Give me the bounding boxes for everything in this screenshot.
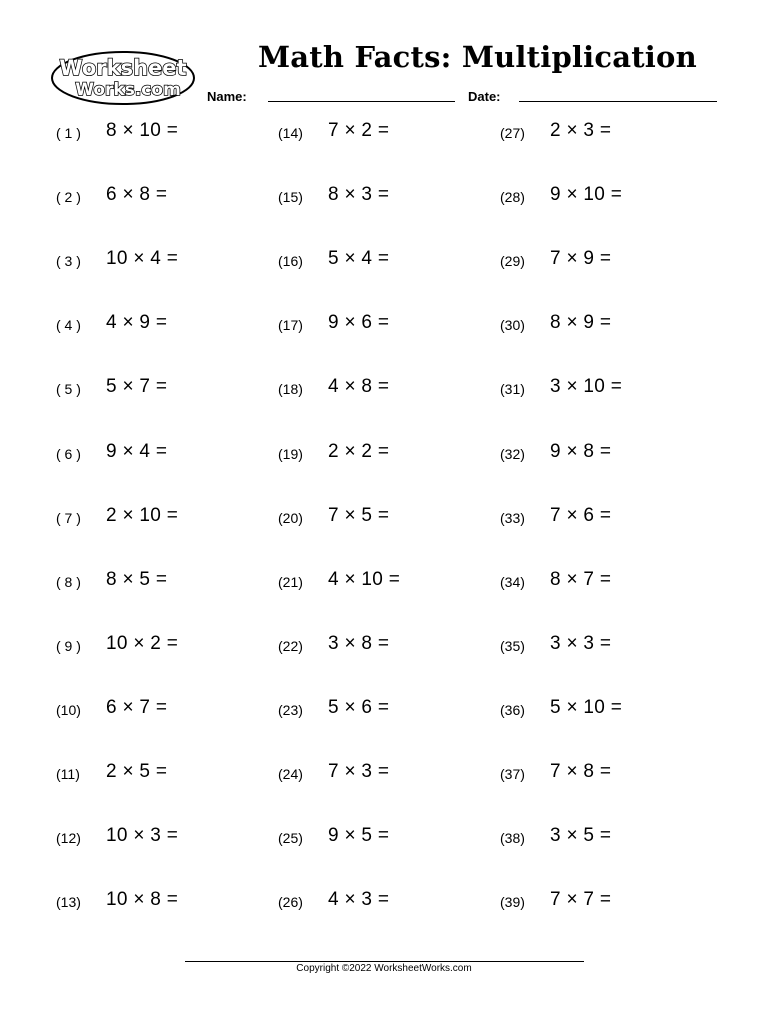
problem-expression: 7 × 2 = <box>328 120 390 141</box>
problem-number: (30) <box>500 317 525 333</box>
problem-number: (17) <box>278 317 303 333</box>
problem-number: (34) <box>500 574 525 590</box>
problem-number: ( 5 ) <box>56 381 81 397</box>
problem-number: (21) <box>278 574 303 590</box>
problem-expression: 8 × 3 = <box>328 184 390 205</box>
problem-expression: 10 × 2 = <box>106 633 179 654</box>
problem-expression: 7 × 6 = <box>550 505 612 526</box>
problem-number: ( 2 ) <box>56 189 81 205</box>
problem-number: (33) <box>500 510 525 526</box>
problem-number: (20) <box>278 510 303 526</box>
footer-divider <box>185 961 584 962</box>
problem-expression: 7 × 8 = <box>550 761 612 782</box>
problem-number: (12) <box>56 830 81 846</box>
problem-expression: 3 × 8 = <box>328 633 390 654</box>
name-label: Name: <box>207 89 247 104</box>
problem-number: ( 9 ) <box>56 638 81 654</box>
problem-number: ( 8 ) <box>56 574 81 590</box>
problem-number: (29) <box>500 253 525 269</box>
page-title: Math Facts: Multiplication <box>258 40 697 74</box>
problem-expression: 6 × 7 = <box>106 697 168 718</box>
problem-number: (16) <box>278 253 303 269</box>
problem-number: ( 6 ) <box>56 446 81 462</box>
problem-number: (39) <box>500 894 525 910</box>
problem-number: (24) <box>278 766 303 782</box>
problem-expression: 4 × 8 = <box>328 376 390 397</box>
problem-expression: 7 × 3 = <box>328 761 390 782</box>
problem-expression: 2 × 5 = <box>106 761 168 782</box>
problem-expression: 2 × 3 = <box>550 120 612 141</box>
date-label: Date: <box>468 89 501 104</box>
problem-expression: 5 × 6 = <box>328 697 390 718</box>
problem-expression: 4 × 9 = <box>106 312 168 333</box>
problem-expression: 8 × 9 = <box>550 312 612 333</box>
problem-expression: 9 × 10 = <box>550 184 623 205</box>
problem-number: (25) <box>278 830 303 846</box>
problem-expression: 8 × 5 = <box>106 569 168 590</box>
problem-number: ( 1 ) <box>56 125 81 141</box>
problem-expression: 9 × 4 = <box>106 441 168 462</box>
problem-expression: 5 × 7 = <box>106 376 168 397</box>
problem-number: (13) <box>56 894 81 910</box>
problem-expression: 2 × 10 = <box>106 505 179 526</box>
problem-expression: 3 × 10 = <box>550 376 623 397</box>
problem-number: (36) <box>500 702 525 718</box>
problem-expression: 7 × 7 = <box>550 889 612 910</box>
problem-expression: 4 × 10 = <box>328 569 401 590</box>
problem-number: ( 4 ) <box>56 317 81 333</box>
problem-expression: 6 × 8 = <box>106 184 168 205</box>
problem-expression: 5 × 10 = <box>550 697 623 718</box>
logo-line-1: Worksheet <box>59 56 187 80</box>
problem-number: (32) <box>500 446 525 462</box>
logo-line-2: Works.com <box>75 80 181 100</box>
problem-number: (11) <box>56 766 80 782</box>
problem-expression: 3 × 5 = <box>550 825 612 846</box>
problem-expression: 10 × 8 = <box>106 889 179 910</box>
problem-number: (15) <box>278 189 303 205</box>
problem-expression: 7 × 9 = <box>550 248 612 269</box>
problem-number: ( 3 ) <box>56 253 81 269</box>
copyright-text: Copyright ©2022 WorksheetWorks.com <box>296 963 472 974</box>
problem-expression: 10 × 4 = <box>106 248 179 269</box>
problem-expression: 4 × 3 = <box>328 889 390 910</box>
problem-number: (19) <box>278 446 303 462</box>
problem-expression: 9 × 5 = <box>328 825 390 846</box>
problem-expression: 9 × 8 = <box>550 441 612 462</box>
problem-number: (38) <box>500 830 525 846</box>
problem-number: (22) <box>278 638 303 654</box>
problem-number: (18) <box>278 381 303 397</box>
problem-number: (31) <box>500 381 525 397</box>
problem-expression: 8 × 10 = <box>106 120 179 141</box>
problem-number: (10) <box>56 702 81 718</box>
problem-expression: 10 × 3 = <box>106 825 179 846</box>
problem-expression: 8 × 7 = <box>550 569 612 590</box>
problem-expression: 5 × 4 = <box>328 248 390 269</box>
problem-number: (28) <box>500 189 525 205</box>
problem-expression: 9 × 6 = <box>328 312 390 333</box>
problem-number: ( 7 ) <box>56 510 81 526</box>
problem-expression: 7 × 5 = <box>328 505 390 526</box>
problem-number: (37) <box>500 766 525 782</box>
problem-number: (14) <box>278 125 303 141</box>
problem-number: (27) <box>500 125 525 141</box>
problem-number: (35) <box>500 638 525 654</box>
problem-expression: 2 × 2 = <box>328 441 390 462</box>
problem-number: (23) <box>278 702 303 718</box>
problem-number: (26) <box>278 894 303 910</box>
problem-expression: 3 × 3 = <box>550 633 612 654</box>
